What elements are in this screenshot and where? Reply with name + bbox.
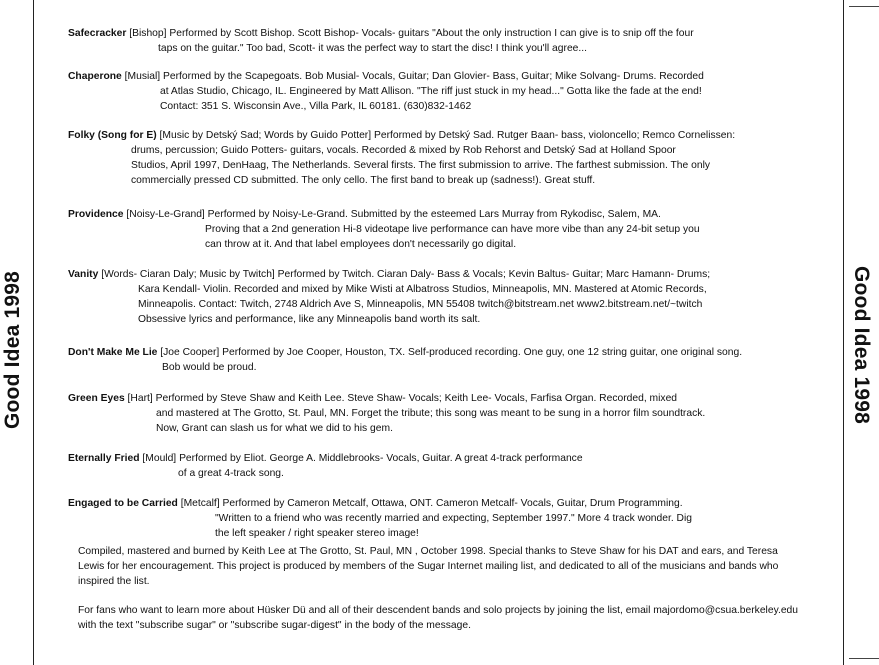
track-text: Performed by Joe Cooper, Houston, TX. Self-produced recording. One guy, one 12 string guitar, one original song. bbox=[222, 347, 743, 358]
track-line: of a great 4-track song. bbox=[178, 468, 284, 479]
track-credit: [Bishop] bbox=[129, 28, 167, 39]
track-title: Eternally Fried bbox=[68, 453, 140, 464]
track-text: Performed by Cameron Metcalf, Ottawa, ONT. Cameron Metcalf- Vocals, Guitar, Drum Programming. bbox=[222, 498, 683, 509]
track-credit: [Musial] bbox=[124, 71, 161, 82]
track-title: Providence bbox=[68, 209, 124, 220]
compilation-credits bbox=[78, 544, 838, 589]
track-line bbox=[68, 496, 838, 511]
track-line: Studios, April 1997, DenHaag, The Netherlands. Several firsts. The first submission to arrive. The farthest submission. The only bbox=[131, 160, 711, 171]
track-credit: [Joe Cooper] bbox=[160, 347, 220, 358]
track-entry-safecracker bbox=[68, 26, 838, 56]
credits-line: Lewis for her encouragement. This project is produced by members of the Sugar Internet mailing list, and dedicated to all of the musicians and bands who bbox=[78, 561, 779, 572]
spine-tick-top bbox=[849, 6, 879, 7]
track-line: Kara Kendall- Violin. Recorded and mixed by Mike Wisti at Albatross Studios, Minneapolis, MN. Mastered at Atomic Records, bbox=[138, 284, 707, 295]
track-entry-folky bbox=[68, 128, 838, 188]
track-line bbox=[68, 69, 838, 84]
right-spine-line bbox=[843, 0, 844, 665]
track-text: Performed by Noisy-Le-Grand. Submitted by the esteemed Lars Murray from Rykodisc, Salem, MA. bbox=[207, 209, 661, 220]
track-text: Performed by Eliot. George A. Middlebrooks- Vocals, Guitar. A great 4-track performance bbox=[179, 453, 583, 464]
track-entry-green-eyes bbox=[68, 391, 838, 436]
track-title: Don't Make Me Lie bbox=[68, 347, 158, 358]
track-text: Performed by Scott Bishop. Scott Bishop- Vocals- guitars "About the only instruction I can give is to snip off the four bbox=[169, 28, 694, 39]
track-line: commercially pressed CD submitted. The only cello. The first band to break up (sadness!). Great stuff. bbox=[131, 175, 596, 186]
track-text: Performed by the Scapegoats. Bob Musial- Vocals, Guitar; Dan Glovier- Bass, Guitar; Mike Solvang- Drums. Recorded bbox=[163, 71, 704, 82]
track-line: Proving that a 2nd generation Hi-8 videotape live performance can have more vibe than any 24-bit setup you bbox=[205, 224, 700, 235]
track-title: Safecracker bbox=[68, 28, 127, 39]
track-credit: [Metcalf] bbox=[180, 498, 220, 509]
track-title: Vanity bbox=[68, 269, 99, 280]
mailing-list-line: with the text "subscribe sugar" or "subscribe sugar-digest" in the body of the message. bbox=[78, 620, 471, 631]
track-entry-providence bbox=[68, 207, 838, 252]
track-credit: [Music by Detský Sad; Words by Guido Potter] bbox=[159, 130, 372, 141]
track-entry-chaperone bbox=[68, 69, 838, 114]
track-line bbox=[68, 26, 838, 41]
track-entry-dont-make-me-lie bbox=[68, 345, 838, 375]
credits-line: Compiled, mastered and burned by Keith Lee at The Grotto, St. Paul, MN , October 1998. Special thanks to Steve Shaw for his DAT and ears, and Teresa bbox=[78, 546, 778, 557]
track-text: Performed by Twitch. Ciaran Daly- Bass & Vocals; Kevin Baltus- Guitar; Marc Hamann- Drums; bbox=[277, 269, 711, 280]
right-spine-title: Good Idea 1998 bbox=[850, 266, 873, 425]
mailing-list-info bbox=[78, 603, 838, 633]
track-line bbox=[68, 391, 838, 406]
track-line: Minneapolis. Contact: Twitch, 2748 Aldrich Ave S, Minneapolis, MN 55408 twitch@bitstream.net www2.bitstream.net/~twitch bbox=[138, 299, 703, 310]
track-entry-engaged-to-be-carried bbox=[68, 496, 838, 541]
track-line: Bob would be proud. bbox=[162, 362, 257, 373]
track-line bbox=[68, 207, 838, 222]
track-line: the left speaker / right speaker stereo image! bbox=[215, 528, 419, 539]
track-line bbox=[68, 267, 838, 282]
track-line bbox=[68, 345, 838, 360]
track-line: "Written to a friend who was recently married and expecting, September 1997." More 4 track wonder. Dig bbox=[215, 513, 693, 524]
track-text: Performed by Steve Shaw and Keith Lee. Steve Shaw- Vocals; Keith Lee- Vocals, Farfisa Organ. Recorded, mixed bbox=[155, 393, 678, 404]
track-title: Folky (Song for E) bbox=[68, 130, 157, 141]
track-line: Obsessive lyrics and performance, like any Minneapolis band worth its salt. bbox=[138, 314, 481, 325]
track-line: Now, Grant can slash us for what we did to his gem. bbox=[156, 423, 393, 434]
mailing-list-line: For fans who want to learn more about Hüsker Dü and all of their descendent bands and solo projects by joining the list, email majordomo@csua.berkeley.edu bbox=[78, 605, 798, 616]
track-line: drums, percussion; Guido Potters- guitars, vocals. Recorded & mixed by Rob Rehorst and Detský Sad at Holland Spoor bbox=[131, 145, 676, 156]
track-title: Chaperone bbox=[68, 71, 122, 82]
track-credit: [Words- Ciaran Daly; Music by Twitch] bbox=[101, 269, 275, 280]
credits-line: inspired the list. bbox=[78, 576, 150, 587]
track-entry-eternally-fried bbox=[68, 451, 838, 481]
track-line: can throw at it. And that label employees don't necessarily go digital. bbox=[205, 239, 517, 250]
track-line: taps on the guitar." Too bad, Scott- it was the perfect way to start the disc! I think you'll agree... bbox=[158, 43, 587, 54]
spine-tick-bottom bbox=[849, 658, 879, 659]
track-title: Green Eyes bbox=[68, 393, 125, 404]
left-spine-line bbox=[33, 0, 34, 665]
track-credit: [Noisy-Le-Grand] bbox=[126, 209, 205, 220]
track-line: and mastered at The Grotto, St. Paul, MN. Forget the tribute; this song was meant to be sung in a horror film soundtrack. bbox=[156, 408, 706, 419]
track-line bbox=[68, 451, 838, 466]
track-credit: [Hart] bbox=[127, 393, 153, 404]
track-text: Performed by Detský Sad. Rutger Baan- bass, violoncello; Remco Cornelissen: bbox=[373, 130, 736, 141]
track-title: Engaged to be Carried bbox=[68, 498, 178, 509]
track-credit: [Mould] bbox=[142, 453, 177, 464]
track-line bbox=[68, 128, 838, 143]
left-spine-title: Good Idea 1998 bbox=[1, 270, 24, 429]
track-line: Contact: 351 S. Wisconsin Ave., Villa Park, IL 60181. (630)832-1462 bbox=[160, 101, 472, 112]
track-line: at Atlas Studio, Chicago, IL. Engineered by Matt Allison. "The riff just stuck in my head..." Gotta like the fade at the end! bbox=[160, 86, 702, 97]
track-entry-vanity bbox=[68, 267, 838, 327]
